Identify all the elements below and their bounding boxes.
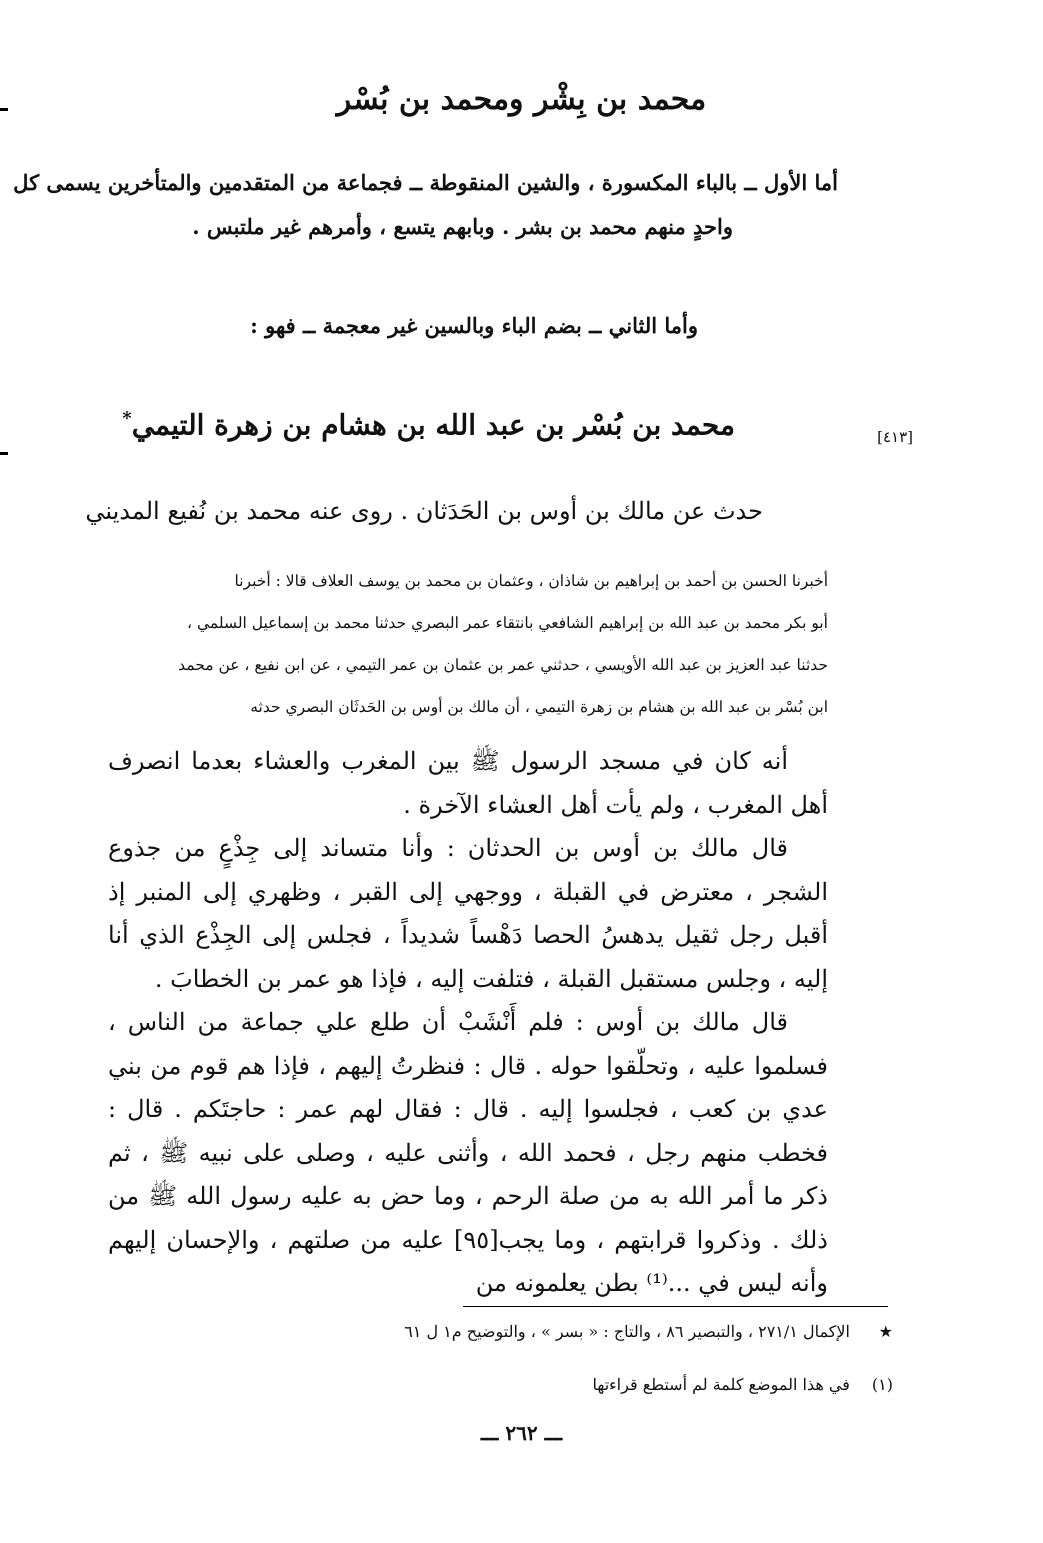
entry-heading-text: محمد بن بُسْر بن عبد الله بن هشام بن زهرة التيمي bbox=[131, 408, 735, 442]
isnad-line: أخبرنا الحسن بن أحمد بن إبراهيم بن شاذان ، وعثمان بن محمد بن يوسف العلاف قالا : أخبرنا bbox=[234, 572, 828, 590]
main-text bbox=[108, 740, 828, 1306]
intro-first-line2: واحدٍ منهم محمد بن بشر . وبابهم يتسع ، وأمرهم غير ملتبس . bbox=[192, 214, 733, 239]
footnote bbox=[592, 1375, 893, 1394]
paragraph: قال مالك بن أوس : فلم أَنْشَبْ أن طلع علي جماعة من الناس ، فسلموا عليه ، وتحلّقوا حوله . قال : فنظرتُ إليهم ، فإذا هم قوم من بني عدي بن كعب ، فجلسوا إليه . قال : فقال لهم عمر : حاجتَكم . قال : فخطب منهم رجل ، فحمد الله ، وأثنى عليه ، وصلى على نبيه ﷺ ، ثم ذكر ما أمر الله به من صلة الرحم ، وما حض به عليه رسول الله ﷺ من ذلك . وذكروا قرابتهم ، وما يجب[٩٥] عليه من صلتهم ، والإحسان إليهم وأنه ليس في ...⁽¹⁾ بطن يعلمونه من bbox=[108, 1008, 828, 1297]
entry-intro: حدث عن مالك بن أوس بن الحَدَثان . روى عنه محمد بن نُفيع المديني bbox=[85, 497, 763, 525]
page-number: ـــ ٢٦٢ ـــ bbox=[480, 1421, 563, 1445]
footnote-mark: ★ bbox=[878, 1322, 893, 1341]
footnote-mark: (١) bbox=[871, 1375, 893, 1394]
footnote-text: الإكمال ٢٧١/١ ، والتبصير ٨٦ ، والتاج : « بسر » ، والتوضيح م١ ل ٦١ bbox=[404, 1322, 850, 1341]
footnote-divider bbox=[463, 1306, 888, 1307]
intro-first-line1: أما الأول ــ بالباء المكسورة ، والشين المنقوطة ــ فجماعة من المتقدمين والمتأخرين يسمى كل bbox=[13, 170, 838, 195]
footnote bbox=[404, 1322, 893, 1341]
isnad-line: أبو بكر محمد بن عبد الله بن إبراهيم الشافعي بانتقاء عمر البصري حدثنا محمد بن إسماعيل السلمي ، bbox=[187, 614, 828, 632]
footnote-text: في هذا الموضع كلمة لم أستطع قراءتها bbox=[592, 1375, 850, 1394]
isnad-line: حدثنا عبد العزيز بن عبد الله الأويسي ، حدثني عمر بن عثمان بن عمر التيمي ، عن ابن نفيع ، عن محمد bbox=[178, 656, 828, 674]
entry-number: [٤١٣] bbox=[877, 428, 913, 446]
isnad-block bbox=[108, 560, 828, 728]
paragraph: أنه كان في مسجد الرسول ﷺ بين المغرب والعشاء بعدما انصرف أهل المغرب ، ولم يأت أهل العشاء الآخرة . bbox=[108, 747, 828, 819]
intro-second: وأما الثاني ــ بضم الباء وبالسين غير معجمة ــ فهو : bbox=[250, 313, 698, 338]
entry-heading bbox=[122, 408, 735, 441]
isnad-line: ابن بُسْر بن عبد الله بن هشام بن زهرة التيمي ، أن مالك بن أوس بن الحَدثَان البصري حدثه bbox=[250, 698, 828, 716]
entry-heading-mark: * bbox=[122, 408, 132, 429]
left-edge-mark bbox=[0, 452, 8, 455]
page-title: محمد بن بِشْر ومحمد بن بُسْر bbox=[336, 82, 707, 117]
paragraph: قال مالك بن أوس بن الحدثان : وأنا متساند إلى جِذْعٍ من جذوع الشجر ، معترض في القبلة ، ووجهي إلى القبر ، وظهري إلى المنبر إذ أقبل رجل ثقيل يدهسُ الحصا دَهْساً شديداً ، فجلس إلى الجِذْع الذي أنا إليه ، وجلس مستقبل القبلة ، فتلفت إليه ، فإذا هو عمر بن الخطابَ . bbox=[108, 834, 828, 993]
